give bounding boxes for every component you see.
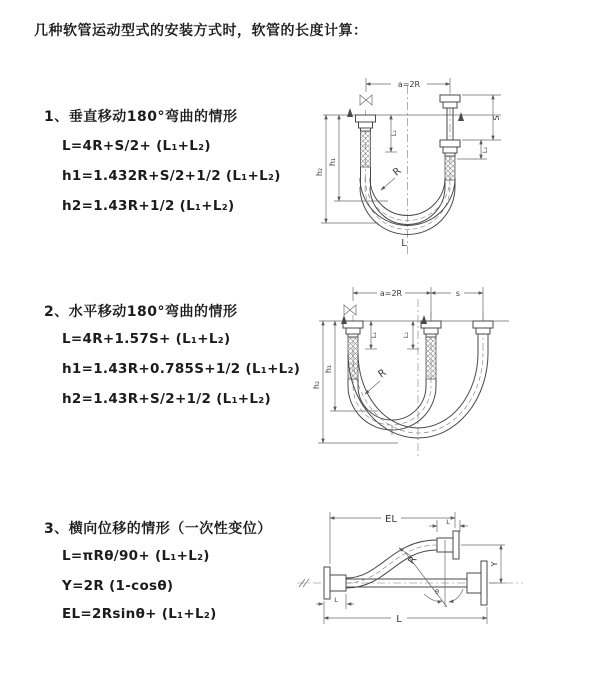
d3-dim-el-label: EL: [385, 514, 397, 525]
d2-right-fitting: [473, 321, 493, 334]
section-1-formula-h2: h2=1.43R+1/2 (L₁+L₂): [62, 198, 235, 214]
diagram-lateral-displacement: [291, 498, 536, 650]
d2-dim-l1-label: L₁: [370, 331, 378, 339]
d3-radius-label: R: [406, 554, 420, 567]
section-2-formula-h2: h2=1.43R+S/2+1/2 (L₁+L₂): [62, 391, 271, 407]
d2-radius-label: R: [376, 367, 389, 381]
d1-dim-s-label: S: [492, 115, 501, 121]
section-2-formula-h1: h1=1.43R+0.785S+1/2 (L₁+L₂): [62, 361, 301, 377]
d2-left-fitting: [343, 321, 363, 379]
section-3-formula-L: L=πRθ/90+ (L₁+L₂): [62, 548, 210, 564]
d2-up-arrow-middle: [421, 315, 427, 324]
section-3-heading: 3、横向位移的情形（一次性变位）: [44, 521, 272, 537]
section-1-formula-L: L=4R+S/2+ (L₁+L₂): [62, 138, 211, 154]
d2-dim-h2-label: h₂: [312, 380, 321, 390]
d3-dim-ltop-label: L: [446, 518, 450, 526]
d1-dim-h2-label: h₂: [315, 167, 324, 177]
d3-hose-s-curve: [346, 540, 437, 588]
d1-right-fitting-upper: [440, 95, 460, 108]
d2-dim-h1-label: h₁: [324, 364, 333, 374]
d2-dim-a-label: a=2R: [379, 289, 403, 298]
section-3-formula-EL: EL=2Rsinθ+ (L₁+L₂): [62, 606, 217, 622]
d1-radius-label: R: [391, 165, 404, 179]
d3-angle-label: θ: [435, 588, 439, 596]
d1-dim-h1-label: h₁: [328, 157, 337, 167]
d2-radius-arrow: [365, 381, 380, 394]
d1-radius-arrow: [381, 178, 395, 190]
d1-dim-l1-label: L₁: [390, 129, 398, 137]
d2-up-arrow-left: [341, 315, 347, 324]
d3-upper-flange: [437, 531, 459, 559]
d3-right-flange: [467, 561, 487, 605]
d1-up-arrow-right: [458, 112, 464, 121]
section-1-formula-h1: h1=1.432R+S/2+1/2 (L₁+L₂): [62, 168, 281, 184]
d2-valve-icon: [344, 305, 356, 315]
d1-right-fitting-lower: [440, 140, 460, 180]
diagram-horizontal-180-bend: [303, 281, 543, 473]
d3-dim-l-label: L: [396, 614, 402, 625]
d1-up-arrow-left: [347, 108, 353, 117]
d1-dim-l2-label: L₂: [481, 146, 489, 154]
d1-length-label: L: [401, 238, 407, 249]
section-3-formula-Y: Y=2R (1-cosθ): [62, 578, 174, 594]
diagram-vertical-180-bend: [303, 66, 543, 264]
page-title: 几种软管运动型式的安装方式时，软管的长度计算：: [34, 23, 368, 39]
d1-left-fitting: [356, 115, 376, 167]
d3-dim-y-label: Y: [490, 561, 499, 567]
d2-dim-l2-label: L₂: [402, 331, 410, 339]
d2-dim-s-label: s: [455, 289, 461, 298]
section-2-heading: 2、水平移动180°弯曲的情形: [44, 304, 238, 320]
section-1-heading: 1、垂直移动180°弯曲的情形: [44, 109, 238, 125]
d3-dim-lleft-label: L: [334, 596, 338, 604]
d1-valve-icon: [360, 95, 372, 105]
section-2-formula-L: L=4R+1.57S+ (L₁+L₂): [62, 331, 231, 347]
d1-dim-a-label: a=2R: [397, 80, 421, 89]
d3-left-flange: [324, 567, 346, 599]
d2-middle-fitting: [421, 321, 441, 379]
